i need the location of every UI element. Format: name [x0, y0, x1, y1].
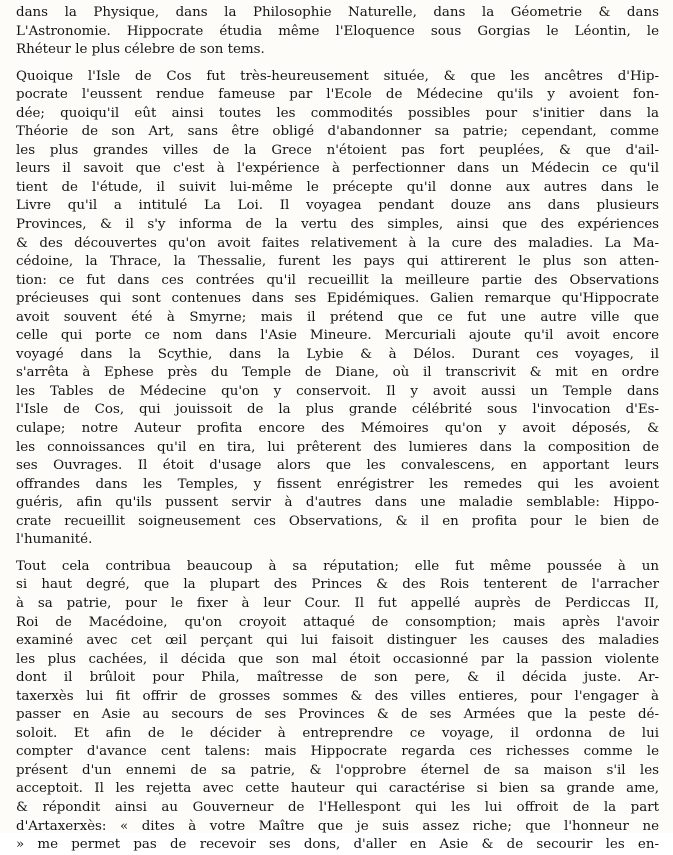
text-line: les connoissances qu'il en tira, lui prêterent des lumieres dans la composition de	[16, 439, 659, 455]
text-line: avoit souvent été à Smyrne; mais il prétend que ce fut une autre ville que	[16, 309, 659, 325]
text-line: précieuses qui sont contenues dans ses Epidémiques. Galien remarque qu'Hippocrate	[16, 291, 659, 307]
text-line: Livre qu'il a intitulé La Loi. Il voyagea pendant douze ans dans plusieurs	[16, 198, 659, 214]
text-line: acceptoit. Il les rejetta avec cette hauteur qui caractérise si bien sa grande ame,	[16, 781, 659, 797]
text-line: dans la Physique, dans la Philosophie Naturelle, dans la Géometrie & dans	[16, 5, 659, 20]
text-line: celle qui porte ce nom dans l'Asie Mineure. Mercuriali ajoute qu'il avoit encore	[16, 328, 659, 344]
text-line: taxerxès lui fit offrir de grosses sommes & des villes entieres, pour l'engager à	[16, 688, 659, 704]
text-line: & des découvertes qu'on avoit faites relativement à la cure des maladies. La Ma-	[16, 235, 659, 251]
text-line: leurs il savoit que c'est à l'expérience à perfectionner dans un Médecin ce qu'il	[16, 161, 659, 177]
text-line: Roi de Macédoine, qu'on croyoit attaqué de consomption; mais après l'avoir	[16, 614, 659, 630]
text-line: offrandes dans les Temples, y fissent enrégistrer les remedes qui les avoient	[16, 476, 659, 492]
text-line: Tout cela contribua beaucoup à sa réputation; elle fut même poussée à un	[16, 558, 659, 574]
text-line: guéris, afin qu'ils pussent servir à d'autres dans une maladie semblable: Hippo-	[16, 495, 659, 511]
text-line: Rhéteur le plus célebre de son tems.	[16, 42, 265, 58]
text-line: cédoine, la Thrace, la Thessalie, furent les pays qui attirerent le plus son atten-	[16, 254, 659, 270]
text-line: » me permet pas de recevoir ses dons, d'aller en Asie & de secourir les en-	[16, 837, 659, 853]
text-line: présent d'un ennemi de sa patrie, & l'opprobre éternel de sa maison s'il les	[16, 762, 659, 778]
text-line: les plus grandes villes de la Grece n'étoient pas fort peuplées, & que d'ail-	[16, 142, 659, 158]
text-line: ses Ouvrages. Il étoit d'usage alors que les convalescens, en apportant leurs	[16, 458, 659, 474]
text-line: crate recueillit soigneusement ces Observations, & il en profita pour le bien de	[16, 513, 659, 529]
text-line: les plus cachées, il décida que son mal étoit occasionné par la passion violente	[16, 651, 659, 667]
text-line: dée; quoiqu'il eût ainsi toutes les commodités possibles pour s'initier dans la	[16, 105, 659, 121]
paragraph	[16, 4, 659, 60]
text-line: Théorie de son Art, sans être obligé d'abandonner sa patrie; cependant, comme	[16, 124, 659, 140]
text-line: à sa patrie, pour le fixer à leur Cour. Il fut appellé auprès de Perdiccas II,	[16, 595, 659, 611]
paragraph-gap	[16, 550, 659, 558]
text-line: s'arrêta à Ephese près du Temple de Diane, où il transcrivit & mit en ordre	[16, 365, 659, 381]
text-line: compter d'avance cent talens: mais Hippocrate regarda ces richesses comme le	[16, 744, 659, 760]
paragraph-gap	[16, 60, 659, 68]
paragraph	[16, 558, 659, 855]
text-line: Quoique l'Isle de Cos fut très-heureusement située, & que les ancêtres d'Hip-	[16, 68, 659, 84]
text-line: culape; notre Auteur profita encore des Mémoires qu'on y avoit déposés, &	[16, 421, 659, 437]
page-text	[16, 4, 659, 855]
text-line: examiné avec cet œil perçant qui lui faisoit distinguer les causes des maladies	[16, 633, 659, 649]
text-line: pocrate l'eussent rendue fameuse par l'Ecole de Médecine qu'ils y avoient fon-	[16, 87, 659, 103]
text-line: tient de l'étude, il suivit lui-même le précepte qu'il donne aux autres dans le	[16, 179, 659, 195]
text-line: d'Artaxerxès: « dites à votre Maître que je suis assez riche; que l'honneur ne	[16, 818, 659, 834]
text-line: si haut degré, que la plupart des Princes & des Rois tenterent de l'arracher	[16, 577, 659, 593]
text-line: & répondit ainsi au Gouverneur de l'Hellespont qui les lui offroit de la part	[16, 799, 659, 815]
paragraph	[16, 68, 659, 550]
text-line: l'humanité.	[16, 532, 93, 548]
text-line: passer en Asie au secours de ses Provinces & de ses Armées que la peste dé-	[16, 707, 659, 723]
text-line: voyagé dans la Scythie, dans la Lybie & à Délos. Durant ces voyages, il	[16, 346, 659, 362]
text-line: soloit. Et afin de le décider à entreprendre ce voyage, il ordonna de lui	[16, 725, 659, 741]
text-line: tion: ce fut dans ces contrées qu'il recueillit la meilleure partie des Observations	[16, 272, 659, 288]
text-line: Provinces, & il s'y informa de la vertu des simples, ainsi que des expériences	[16, 217, 659, 233]
text-line: L'Astronomie. Hippocrate étudia même l'Eloquence sous Gorgias le Léontin, le	[16, 23, 659, 39]
text-line: les Tables de Médecine qu'on y conservoit. Il y avoit aussi un Temple dans	[16, 383, 659, 399]
text-line: dont il brûloit pour Phila, maîtresse de son pere, & il décida juste. Ar-	[16, 670, 659, 686]
text-line: l'Isle de Cos, qui jouissoit de la plus grande célébrité sous l'invocation d'Es-	[16, 402, 659, 418]
